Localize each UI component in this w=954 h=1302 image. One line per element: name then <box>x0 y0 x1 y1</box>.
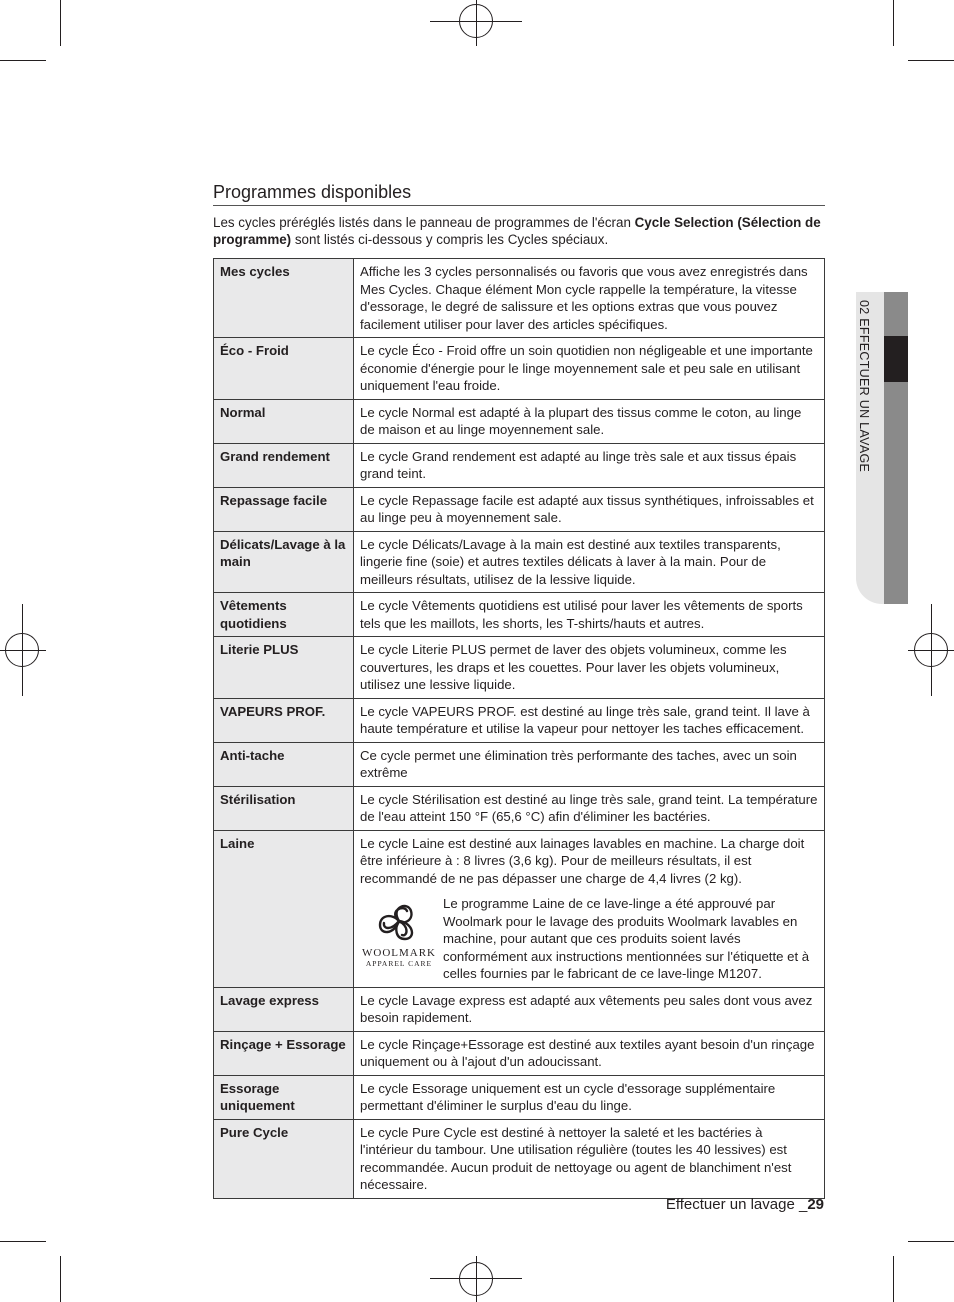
cycle-name: Anti-tache <box>214 742 354 786</box>
cycle-name: Repassage facile <box>214 487 354 531</box>
table-row <box>214 830 825 987</box>
woolmark-block <box>360 895 818 983</box>
page-footer <box>666 1196 824 1213</box>
table-row <box>214 786 825 830</box>
intro-paragraph <box>213 214 825 248</box>
crop-mark <box>0 1241 46 1242</box>
woolmark-icon <box>374 899 424 943</box>
cycle-description: Le cycle Éco - Froid offre un soin quotidien non négligeable et une importante économie d'énergie pour le linge moyennement sale et peu sale en utilisant uniquement l'eau froide. <box>354 338 825 400</box>
cycle-description: Le cycle Repassage facile est adapté aux tissus synthétiques, infroissables et au linge peu à moyennement sale. <box>354 487 825 531</box>
table-row <box>214 1119 825 1198</box>
cycle-name: Rinçage + Essorage <box>214 1031 354 1075</box>
crop-mark <box>908 1241 954 1242</box>
cycle-name: Lavage express <box>214 987 354 1031</box>
cycle-name: Laine <box>214 830 354 987</box>
woolmark-wordmark: WOOLMARK <box>362 946 436 959</box>
cycle-name: Éco - Froid <box>214 338 354 400</box>
footer-section: Effectuer un lavage _ <box>665 1196 808 1213</box>
table-row <box>214 443 825 487</box>
page-number: 29 <box>807 1196 824 1213</box>
cycle-name: Stérilisation <box>214 786 354 830</box>
woolmark-note: Le programme Laine de ce lave-linge a été approuvé par Woolmark pour le lavage des produits Woolmark lavables en machine, pour autant que ces produits soient lavés conformément aux instructions mentionnées sur l'étiquette et à celles fournies par le fabricant de ce lave-linge M1207. <box>443 896 810 981</box>
chapter-tab-label: 02 EFFECTUER UN LAVAGE <box>857 300 871 473</box>
woolmark-logo <box>360 899 438 968</box>
table-row <box>214 698 825 742</box>
cycle-name: VAPEURS PROF. <box>214 698 354 742</box>
registration-circle <box>5 633 39 667</box>
table-row <box>214 531 825 593</box>
chapter-tab-marker <box>884 336 908 382</box>
crop-mark <box>60 1256 61 1302</box>
cycle-name: Literie PLUS <box>214 637 354 699</box>
cycle-description: Affiche les 3 cycles personnalisés ou favoris que vous avez enregistrés dans Mes Cycles. Chaque élément Mon cycle rappelle la température, la vitesse d'essorage, le degré de salissure et les options extras que vous pouvez facilement utiliser pour laver des articles spécifiques. <box>354 259 825 338</box>
registration-circle <box>459 4 493 38</box>
cycle-description: Le cycle Vêtements quotidiens est utilisé pour laver les vêtements de sports tels que les maillots, les shorts, les T-shirts/hauts et autres. <box>354 593 825 637</box>
crop-mark <box>908 60 954 61</box>
cycle-description: Le cycle Délicats/Lavage à la main est destiné aux textiles transparents, lingerie fine (soie) et autres textiles délicats à laver à la main. Pour de meilleurs résultats, utilisez de la lessive liquide. <box>354 531 825 593</box>
cycle-description: Ce cycle permet une élimination très performante des taches, avec un soin extrême <box>354 742 825 786</box>
table-row <box>214 487 825 531</box>
cycle-description: Le cycle Lavage express est adapté aux vêtements peu sales dont vous avez besoin rapidement. <box>354 987 825 1031</box>
cycle-description-cell <box>354 830 825 987</box>
registration-circle <box>459 1262 493 1296</box>
table-row <box>214 987 825 1031</box>
intro-bold: Cycle Selection (Sélection de programme) <box>213 215 821 247</box>
table-row <box>214 338 825 400</box>
intro-text: Les cycles préréglés listés dans le panneau de programmes de l'écran <box>213 215 635 230</box>
table-row <box>214 637 825 699</box>
cycle-name: Pure Cycle <box>214 1119 354 1198</box>
cycle-description: Le cycle VAPEURS PROF. est destiné au linge très sale, grand teint. Il lave à haute température et utilise la vapeur pour nettoyer les taches efficacement. <box>354 698 825 742</box>
crop-mark <box>60 0 61 46</box>
cycle-name: Délicats/Lavage à la main <box>214 531 354 593</box>
crop-mark <box>893 0 894 46</box>
cycle-name: Vêtements quotidiens <box>214 593 354 637</box>
cycle-description: Le cycle Grand rendement est adapté au linge très sale et aux tissus épais grand teint. <box>354 443 825 487</box>
table-row <box>214 1075 825 1119</box>
cycle-description: Le cycle Literie PLUS permet de laver des objets volumineux, comme les couvertures, les draps et les couettes. Pour laver les objets volumineux, utilisez une lessive liquide. <box>354 637 825 699</box>
cycle-description: Le cycle Essorage uniquement est un cycle d'essorage supplémentaire permettant d'éliminer le surplus d'eau du linge. <box>354 1075 825 1119</box>
cycle-description: Le cycle Rinçage+Essorage est destiné aux textiles ayant besoin d'un rinçage uniquement ou à l'ajout d'un adoucissant. <box>354 1031 825 1075</box>
cycles-table <box>213 258 825 1199</box>
table-row <box>214 1031 825 1075</box>
cycle-name: Grand rendement <box>214 443 354 487</box>
cycle-description: Le cycle Pure Cycle est destiné à nettoyer la saleté et les bactéries à l'intérieur du tambour. Une utilisation régulière (toutes les 40 lessives) est recommandée. Aucun produit de nettoyage ou agent de blanchiment n'est nécessaire. <box>354 1119 825 1198</box>
table-row <box>214 259 825 338</box>
intro-text-end: sont listés ci-dessous y compris les Cycles spéciaux. <box>291 232 609 247</box>
cycle-name: Essorage uniquement <box>214 1075 354 1119</box>
registration-circle <box>914 633 948 667</box>
cycle-name: Mes cycles <box>214 259 354 338</box>
cycle-description: Le cycle Stérilisation est destiné au linge très sale, grand teint. La température de l'eau atteint 150 °F (65,6 °C) afin d'éliminer les bactéries. <box>354 786 825 830</box>
cycle-description: Le cycle Laine est destiné aux lainages lavables en machine. La charge doit être inférieure à : 8 livres (3,6 kg). Pour de meilleurs résultats, il est recommandé de ne pas dépasser une charge de 4,4 livres (2 kg). <box>360 835 805 886</box>
woolmark-subtitle: APPAREL CARE <box>365 958 433 968</box>
page-title: Programmes disponibles <box>213 180 825 206</box>
page-content <box>213 180 825 1199</box>
table-row <box>214 742 825 786</box>
table-row <box>214 593 825 637</box>
cycle-description: Le cycle Normal est adapté à la plupart des tissus comme le coton, au linge de maison et au linge moyennement sale. <box>354 399 825 443</box>
crop-mark <box>893 1256 894 1302</box>
crop-mark <box>0 60 46 61</box>
cycle-name: Normal <box>214 399 354 443</box>
table-row <box>214 399 825 443</box>
